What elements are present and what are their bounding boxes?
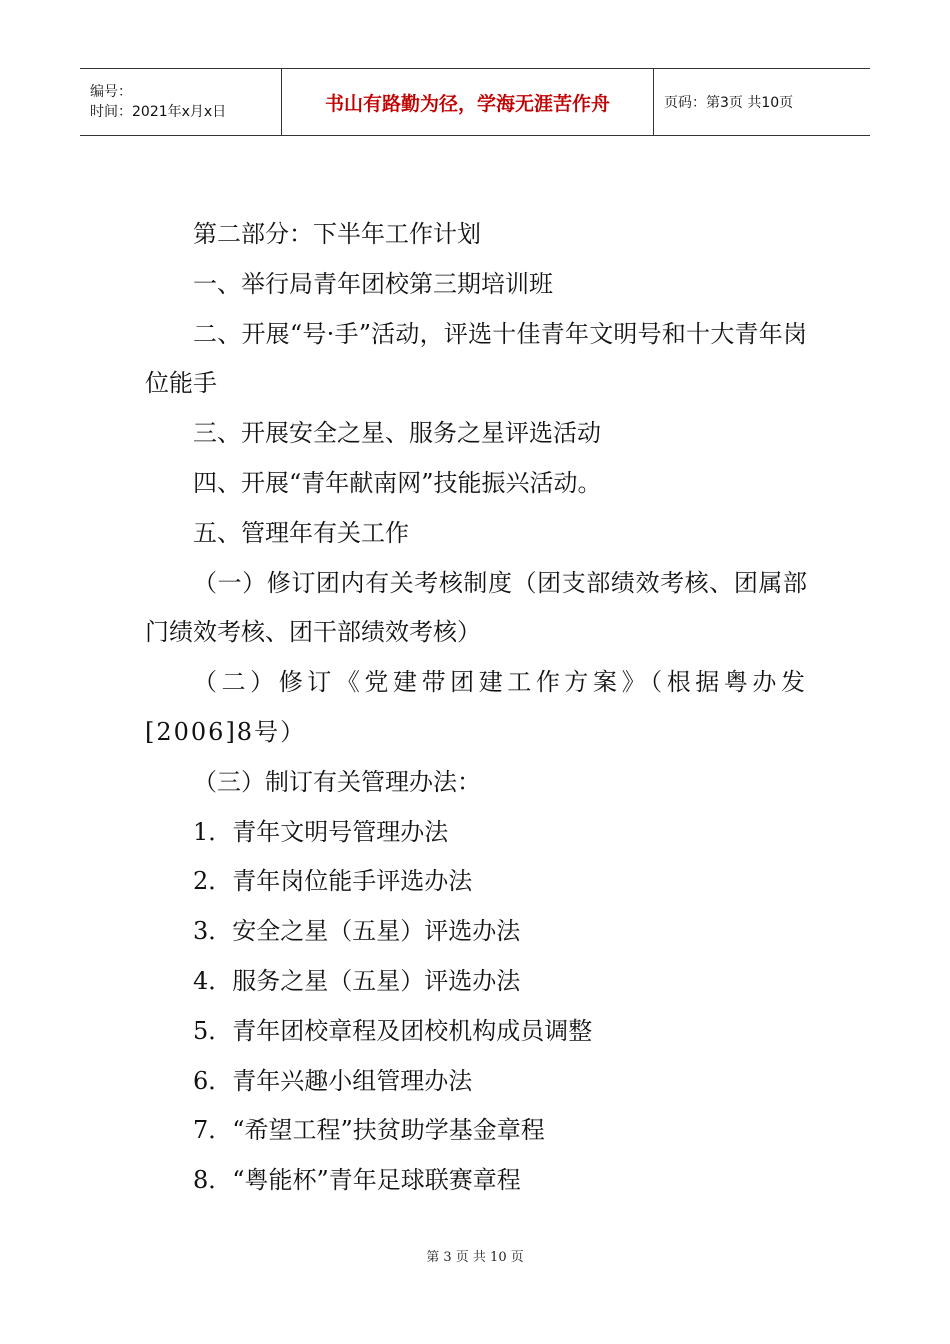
list-item: 6．青年兴趣小组管理办法 bbox=[193, 1066, 473, 1095]
page-footer: 第 3 页 共 10 页 bbox=[426, 1250, 524, 1265]
list-item: 3．安全之星（五星）评选办法 bbox=[193, 917, 521, 946]
header-meta bbox=[80, 69, 282, 135]
list-item: 1．青年文明号管理办法 bbox=[193, 817, 449, 846]
list-item: 4．服务之星（五星）评选办法 bbox=[193, 966, 521, 995]
list-item: 5．青年团校章程及团校机构成员调整 bbox=[193, 1016, 593, 1045]
document-body bbox=[145, 210, 807, 1206]
sub-item: （三）制订有关管理办法： bbox=[193, 767, 481, 796]
sub-item: （一）修订团内有关考核制度（团支部绩效考核、团属部门绩效考核、团干部绩效考核） bbox=[145, 568, 807, 647]
header-page-info: 页码：第3页 共10页 bbox=[664, 95, 794, 111]
plan-item: 四、开展“青年献南网”技能振兴活动。 bbox=[193, 468, 602, 497]
plan-item: 一、举行局青年团校第三期培训班 bbox=[193, 269, 553, 298]
list-item: 2．青年岗位能手评选办法 bbox=[193, 867, 473, 896]
header-motto: 书山有路勤为径，学海无涯苦作舟 bbox=[282, 69, 654, 135]
plan-item: 三、开展安全之星、服务之星评选活动 bbox=[193, 419, 601, 448]
header-time-label: 时间：2021年x月x日 bbox=[90, 104, 227, 120]
page-header bbox=[80, 68, 870, 136]
list-item: 8．“粤能杯”青年足球联赛章程 bbox=[193, 1166, 521, 1195]
header-number-label: 编号： bbox=[90, 84, 132, 100]
plan-item: 五、管理年有关工作 bbox=[193, 518, 409, 547]
section-title: 第二部分：下半年工作计划 bbox=[193, 220, 481, 248]
sub-item: （二）修订《党建带团建工作方案》（根据粤办发[2006]8号） bbox=[145, 668, 807, 746]
list-item: 7．“希望工程”扶贫助学基金章程 bbox=[193, 1116, 545, 1145]
plan-item: 二、开展“号·手”活动，评选十佳青年文明号和十大青年岗位能手 bbox=[145, 319, 807, 398]
